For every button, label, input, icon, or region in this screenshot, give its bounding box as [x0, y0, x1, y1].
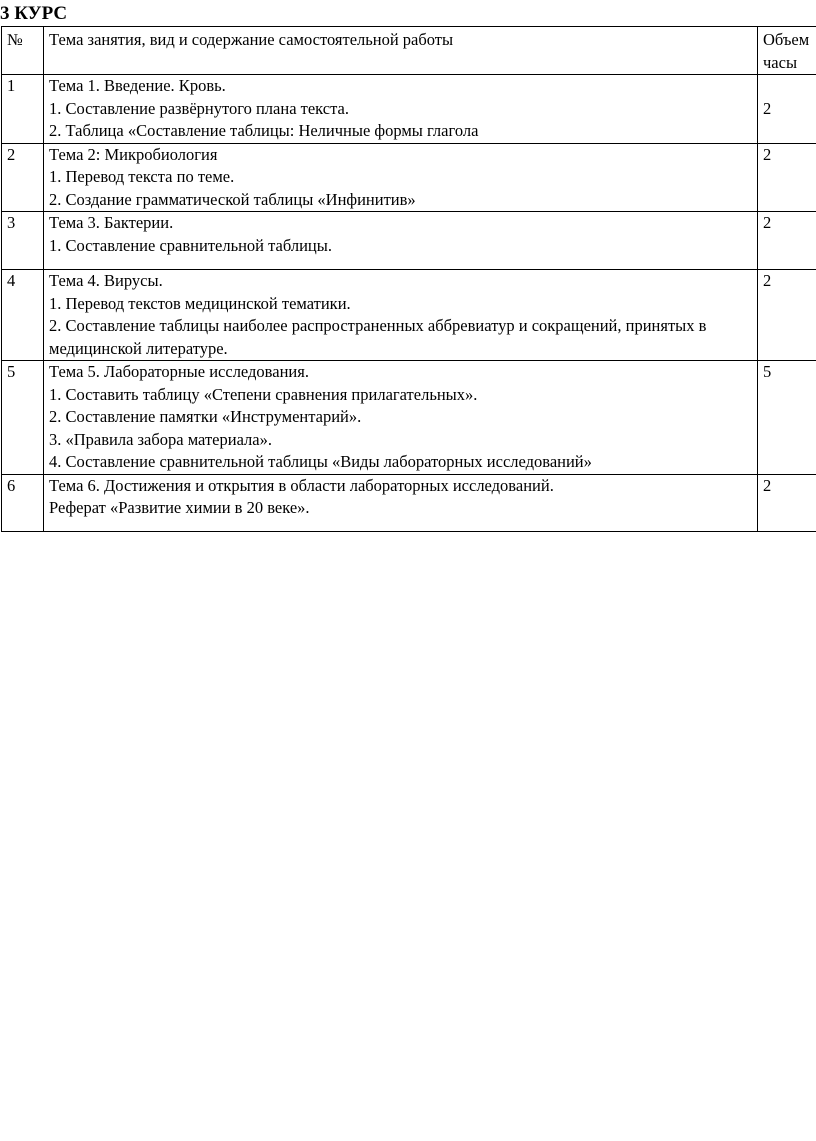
row-number: 5: [2, 361, 44, 475]
row-topic: [44, 212, 758, 270]
row-topic-line: 4. Составление сравнительной таблицы «Виды лабораторных исследований»: [49, 452, 592, 471]
row-topic-line: 1. Составление сравнительной таблицы.: [49, 235, 332, 255]
row-topic-line: 3. «Правила забора материала».: [49, 429, 272, 449]
row-topic-line: Тема 4. Вирусы.: [49, 271, 163, 290]
table-row: [2, 75, 816, 144]
row-topic-line: Тема 6. Достижения и открытия в области лабораторных исследований.: [49, 475, 554, 495]
row-topic: [44, 361, 758, 475]
row-number: 3: [2, 212, 44, 270]
row-hours: 5: [758, 361, 816, 475]
row-topic: [44, 270, 758, 361]
row-number: 2: [2, 143, 44, 212]
row-number: 6: [2, 474, 44, 531]
row-topic-line: 2. Создание грамматической таблицы «Инфинитив»: [49, 189, 416, 209]
row-topic: [44, 143, 758, 212]
row-topic-line: Тема 3. Бактерии.: [49, 213, 174, 232]
row-topic-line: Тема 2: Микробиология: [49, 144, 218, 164]
table-header-row: [2, 27, 816, 75]
row-hours: 2: [758, 75, 816, 144]
header-hours: [758, 27, 816, 75]
self-study-table: [1, 26, 816, 532]
table-row: [2, 212, 816, 270]
header-hours-line-1: Объем: [763, 30, 810, 49]
row-topic-line: 2. Составление памятки «Инструментарий».: [49, 407, 362, 426]
table-row: [2, 474, 816, 531]
table-row: [2, 270, 816, 361]
row-topic-line: 2. Таблица «Составление таблицы: Неличные формы глагола: [49, 121, 479, 140]
table-row: [2, 143, 816, 212]
page-title: 3 КУРС: [0, 3, 68, 24]
row-topic-line: Тема 1. Введение. Кровь.: [49, 76, 226, 95]
row-topic-line: 1. Составление развёрнутого плана текста.: [49, 98, 349, 118]
row-topic-line: 2. Составление таблицы наиболее распространенных аббревиатур и сокращений, принятых в медицинской литературе.: [49, 316, 707, 358]
row-topic-line: 1. Перевод текстов медицинской тематики.: [49, 293, 351, 313]
row-hours: 2: [758, 212, 816, 270]
header-number: №: [2, 27, 44, 75]
header-topic: Тема занятия, вид и содержание самостоятельной работы: [44, 27, 758, 75]
row-topic: [44, 474, 758, 531]
row-hours: 2: [758, 474, 816, 531]
row-number: 4: [2, 270, 44, 361]
row-topic-line: Реферат «Развитие химии в 20 веке».: [49, 498, 310, 517]
row-hours: 2: [758, 270, 816, 361]
row-topic-line: 1. Перевод текста по теме.: [49, 167, 235, 186]
row-topic-line: Тема 5. Лабораторные исследования.: [49, 362, 309, 381]
row-number: 1: [2, 75, 44, 144]
row-topic-line: 1. Составить таблицу «Степени сравнения прилагательных».: [49, 384, 478, 404]
row-topic: [44, 75, 758, 144]
table-row: [2, 361, 816, 475]
header-hours-line-2: часы: [763, 52, 798, 72]
row-hours: 2: [758, 143, 816, 212]
